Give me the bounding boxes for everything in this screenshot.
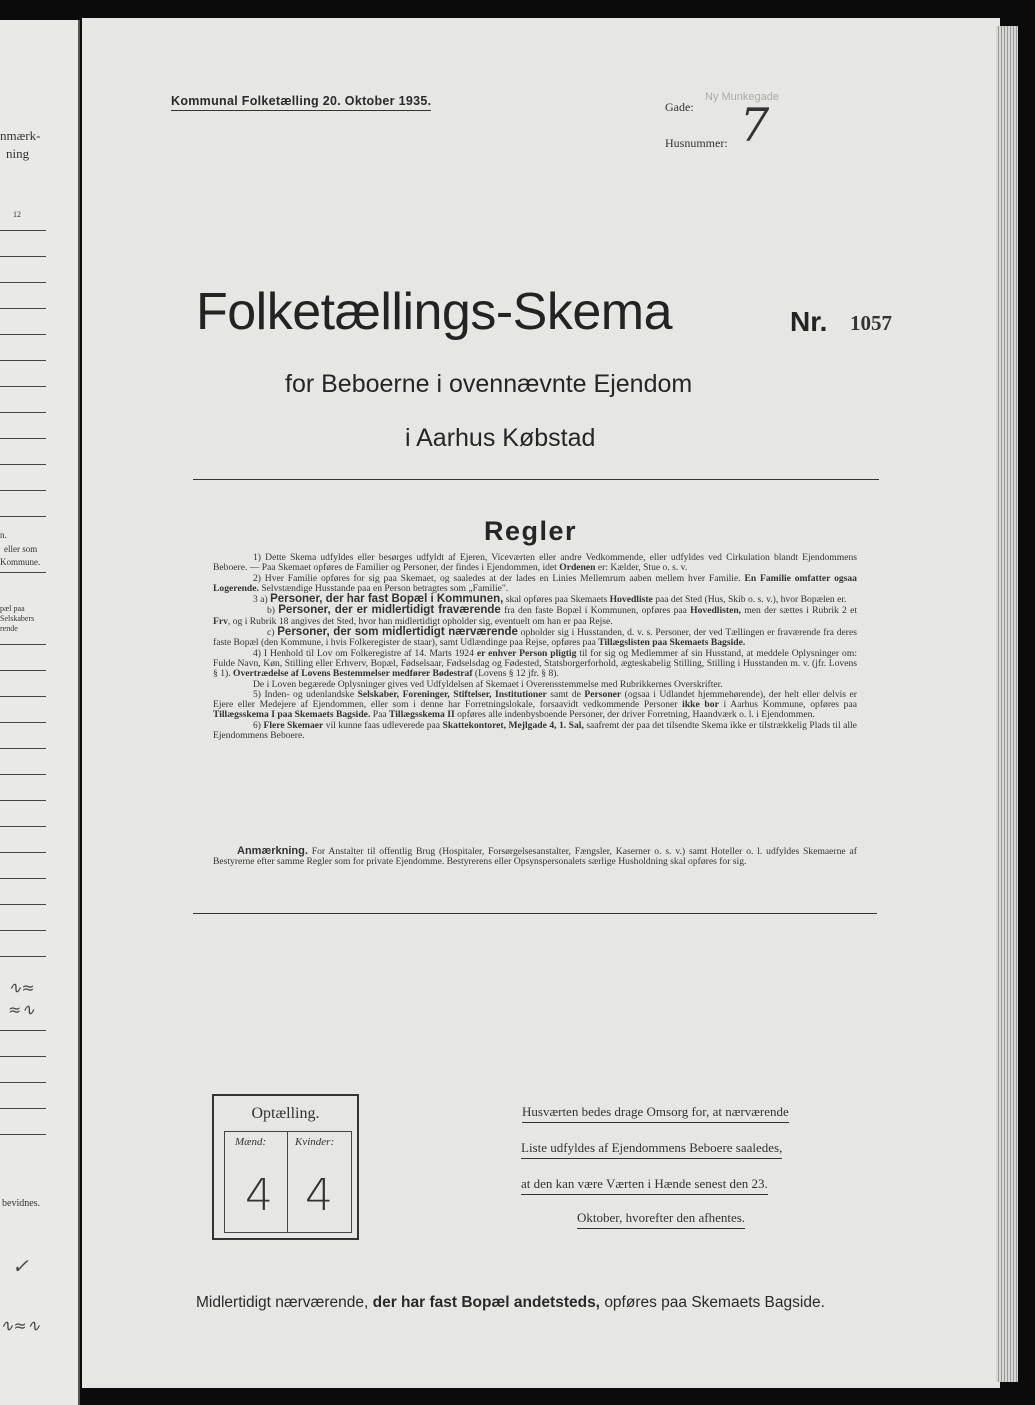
form-subtitle-1: for Beboerne i ovennævnte Ejendom [285, 370, 693, 398]
left-header-line1: nmærk- [0, 128, 41, 143]
notice-line-1: Husværten bedes drage Omsorg for, at nærværende [522, 1104, 789, 1123]
rules-heading: Regler [484, 516, 578, 546]
count-caption: Optælling. [251, 1105, 320, 1122]
left-snippet-4: pæl paa [0, 604, 25, 613]
footer-part-2: der har fast Bopæl andetsteds, [372, 1294, 600, 1311]
rule-5: 5) Inden- og udenlandske Selskaber, Foreninger, Stiftelser, Institutioner samt de Personer (ogsaa i Udlandet hjemmehørende), der helt eller delvis er Ejere eller Medejere af Ejendommen, eller som i denne har Forretningslokale, forsaavidt vedkommende Personer ikke bor i Aarhus Kommune, opføres paa Tillægsskema I paa Skemaets Bagside. Paa Tillægsskema II opføres alle indenbysboende Personer, der driver Forretning, Haandværk o. l. i Ejendommen. [213, 688, 857, 721]
census-title: Kommunal Folketælling 20. Oktober 1935. [171, 94, 431, 111]
rule-6: 6) Flere Skemaer vil kunne faas udleverede paa Skattekontoret, Mejlgade 4, 1. Sal, saafremt der paa det tilsendte Skema ikke er tilstrækkelig Plads til alle Ejendommens Beboere. [213, 719, 857, 742]
maend-value: 4 [245, 1170, 273, 1221]
annotation-text: For Anstalter til offentlig Brug (Hospitaler, Forsørgelsesanstalter, Fængsler, Kaserner o. s. v.) samt Hoteller o. l. udfyldes Skemaerne af Bestyrerne efter samme Regler som for private Ejendomme. Bestyrerens eller Opsynspersonalets særlige Husholdning skal opføres for sig. [213, 846, 857, 868]
left-facing-page [0, 20, 80, 1405]
footer-part-3: opføres paa Skemaets Bagside. [604, 1294, 825, 1311]
divider-top [193, 479, 879, 480]
notice-line-3: at den kan være Værten i Hænde senest den 23. [521, 1176, 768, 1195]
footer-part-1: Midlertidigt nærværende, [196, 1294, 369, 1311]
left-signature-mark: ∿≈∿ [0, 1316, 41, 1335]
left-header-line2: ning [6, 146, 30, 161]
husnummer-value: 7 [740, 98, 770, 152]
gade-value: Ny Munkegade [705, 91, 779, 103]
page-stack-edge [996, 26, 1018, 1382]
rule-2: 2) Hver Familie opføres for sig paa Skemaet, og saaledes at der lades en Linies Mellemrum aaben mellem hver Familie. En Familie omfatter ogsaa Logerende. Selvstændige Husstande paa en Person betragtes som „Familie". [213, 572, 857, 594]
kvinder-label: Kvinder: [295, 1136, 335, 1148]
gade-label: Gade: [665, 100, 694, 114]
left-snippet-2: eller som [4, 544, 38, 554]
left-snippet-5: Selskabers [0, 614, 35, 623]
divider-bottom [193, 913, 877, 914]
notice-line-2: Liste udfyldes af Ejendommens Beboere saaledes, [521, 1140, 782, 1159]
form-nr-label: Nr. [790, 306, 828, 337]
annotation-heading: Anmærkning. [237, 845, 308, 857]
left-handwriting-mark-2: ≈∿ [8, 1000, 35, 1019]
left-snippet-1: n. [0, 530, 7, 540]
rule-3b: b) Personer, der er midlertidigt fraværende fra den faste Bopæl i Kommunen, opføres paa Hovedlisten, men der sættes i Rubrik 2 et Frv, og i Rubrik 18 angives det Sted, hvor han midlertidigt opholder sig, eventuelt om han er paa Rejse. [213, 604, 858, 627]
kvinder-value: 4 [305, 1170, 333, 1221]
rules-body [213, 553, 857, 741]
form-nr-value: 1057 [850, 311, 892, 335]
rule-3c: c) Personer, der som midlertidigt nærværende opholder sig i Husstanden, d. v. s. Personer, der ved Tællingen er fraværende fra deres faste Bopæl (den Kommune, i hvis Folkeregister de staar), samt Udlændinge paa Rejse, opføres paa Tillægslisten paa Skemaets Bagside. [213, 626, 857, 649]
maend-label: Mænd: [235, 1136, 267, 1148]
annotation-note [213, 846, 857, 868]
form-subtitle-2: i Aarhus Købstad [405, 424, 596, 452]
left-handwriting-mark-1: ∿≈ [8, 978, 35, 997]
footer-note [196, 1294, 825, 1312]
form-title: Folketællings-Skema [196, 283, 672, 341]
left-snippet-3: Kommune. [0, 557, 41, 567]
rule-1: 1) Dette Skema udfyldes eller besørges udfyldt af Ejeren, Viceværten eller andre Vedkommende, eller udfyldes ved Cirkulation blandt Ejendommens Beboere. — Paa Skemaet opføres de Familier og Personer, der findes i Ejendommen, idet Ordenen er: Kælder, Stue o. s. v. [213, 552, 857, 574]
left-col-number: 12 [13, 210, 21, 219]
rule-3a: 3 a) Personer, der har fast Bopæl i Kommunen, skal opføres paa Skemaets Hovedliste paa det Sted (Hus, Skib o. s. v.), hvor Bopælen er. [253, 593, 847, 606]
left-snippet-7: bevidnes. [2, 1198, 41, 1209]
count-box [212, 1094, 359, 1240]
left-checkmark: ✓ [12, 1254, 29, 1278]
count-separator [287, 1132, 288, 1232]
rule-4: 4) I Henhold til Lov om Folkeregistre af 14. Marts 1924 er enhver Person pligtig til for sig og Medlemmer af sin Husstand, at meddele Oplysninger om: Fulde Navn, Køn, Stilling eller Erhverv, Bopæl, Fødselsaar, Fødselsdag og Fødested, Statsborgerforhold, ægteskabelig Stilling, Stilling i Husstanden m. v. (jfr. Lovens § 1). Overtrædelse af Lovens Bestemmelser medfører Bødestraf (Lovens § 12 jfr. § 8). [213, 647, 857, 680]
left-snippet-6: rende [0, 624, 18, 633]
notice-line-4: Oktober, hvorefter den afhentes. [577, 1210, 745, 1229]
husnummer-label: Husnummer: [665, 136, 728, 150]
rule-4-note: De i Loven begærede Oplysninger gives ved Udfyldelsen af Skemaet i Overensstemmelse med Rubrikkernes Overskrifter. [253, 678, 723, 690]
count-grid [224, 1131, 352, 1233]
